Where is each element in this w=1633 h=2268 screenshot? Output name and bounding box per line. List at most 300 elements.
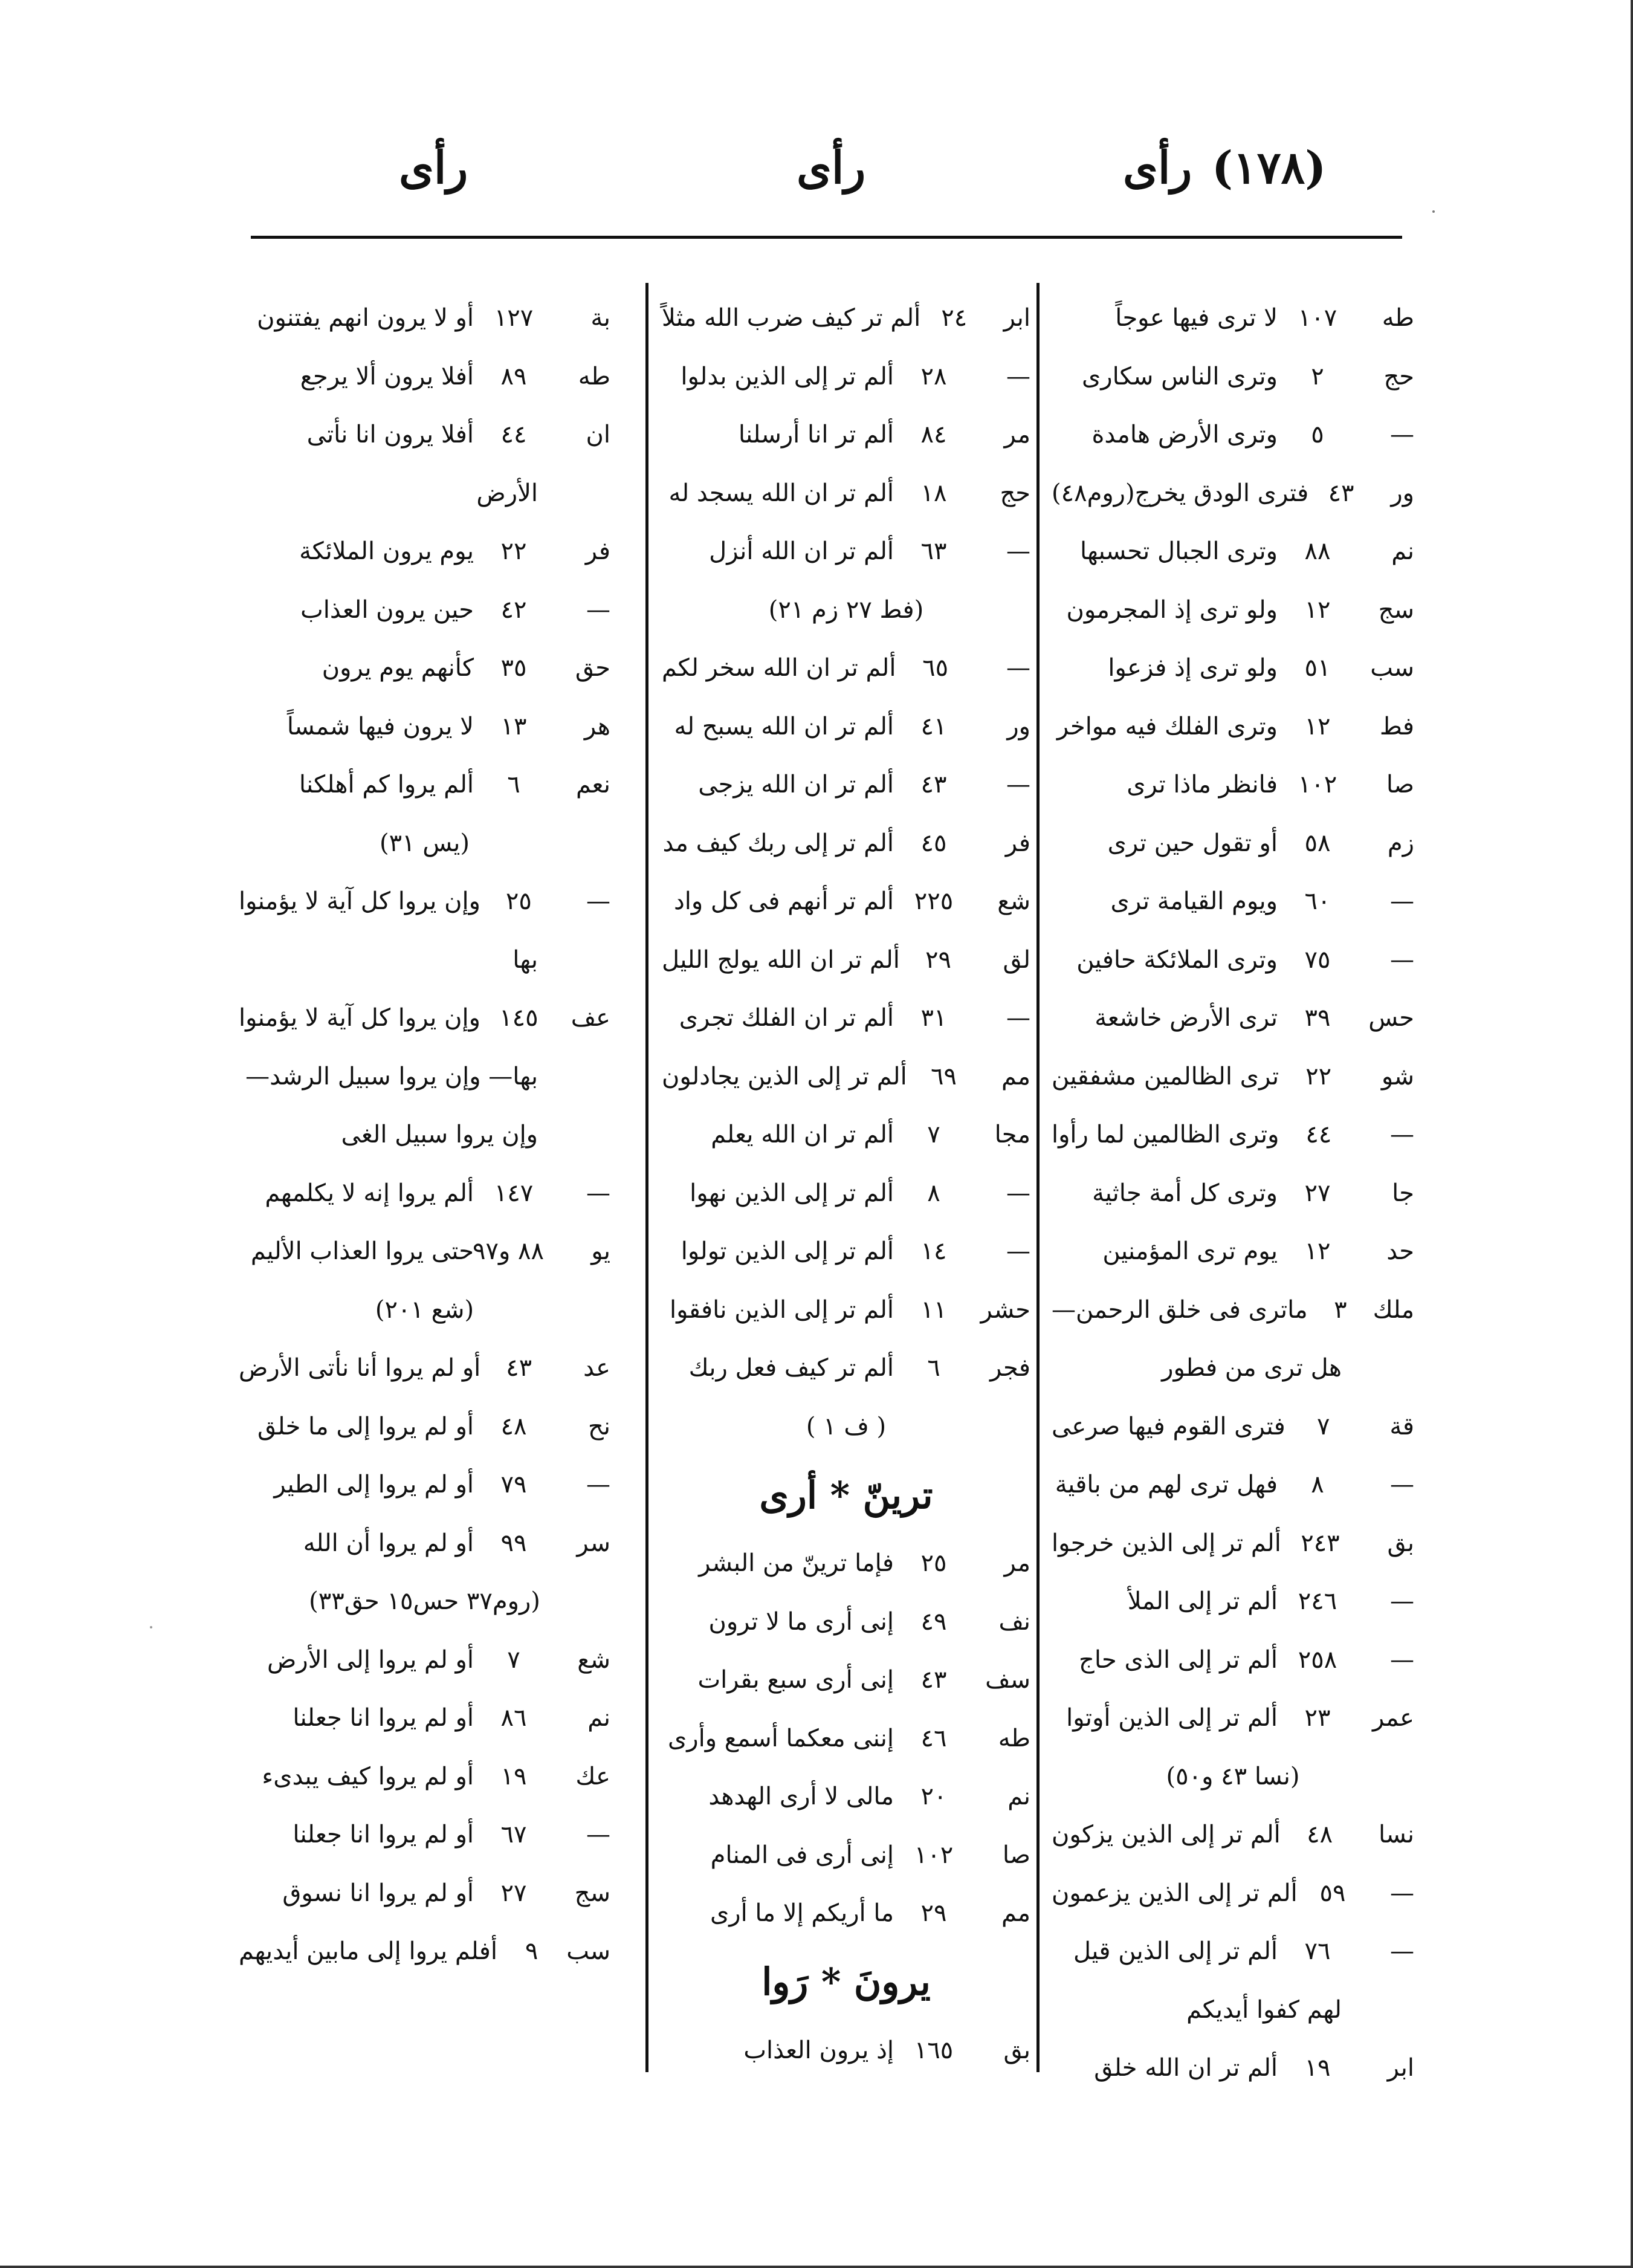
verse-excerpt: فترى الودق يخرج(روم٤٨) xyxy=(1052,479,1309,507)
verse-excerpt: حتى يروا العذاب الأليم xyxy=(250,1237,474,1266)
surah-abbreviation: — xyxy=(1006,1004,1030,1032)
concordance-entry xyxy=(662,989,1030,1048)
concordance-entry xyxy=(239,1048,610,1106)
column-divider-left xyxy=(645,283,648,2072)
verse-number: ٤٦ xyxy=(920,1724,947,1752)
verse-excerpt: أو لم يروا كيف يبدىء xyxy=(262,1762,474,1790)
surah-abbreviation: عمر xyxy=(1372,1704,1414,1732)
verse-number: ١٢ xyxy=(1304,595,1331,624)
concordance-entry xyxy=(662,406,1030,464)
concordance-entry xyxy=(662,872,1030,931)
verse-excerpt: وترى كل أمة جاثية xyxy=(1092,1179,1278,1207)
verse-excerpt: ألم تر ان الفلك تجرى xyxy=(679,1004,894,1032)
verse-number: ٨٨ و٩٧ xyxy=(473,1237,544,1266)
verse-number: ٢٤٣ xyxy=(1301,1529,1340,1557)
verse-number: ٥١ xyxy=(1304,654,1331,682)
verse-excerpt: إذ يرون العذاب xyxy=(743,2036,894,2064)
surah-abbreviation: سب xyxy=(566,1937,610,1966)
verse-number: ٣٥ xyxy=(500,654,527,682)
surah-abbreviation: نح xyxy=(588,1412,610,1440)
concordance-entry xyxy=(239,639,610,698)
verse-number: ٥٩ xyxy=(1319,1879,1346,1907)
verse-number: ١٤ xyxy=(920,1237,947,1266)
cross-reference: (شع ٢٠١) xyxy=(375,1295,474,1324)
verse-number: ٢٣ xyxy=(1304,1704,1331,1732)
surah-abbreviation: طه xyxy=(578,362,610,390)
verse-number: ٤٢ xyxy=(500,595,527,624)
concordance-entry xyxy=(239,406,610,464)
concordance-entry xyxy=(239,1398,610,1456)
concordance-entry xyxy=(1052,1398,1414,1456)
verse-excerpt: ألم تر إلى الذين نافقوا xyxy=(670,1295,894,1324)
concordance-entry xyxy=(239,1164,610,1223)
verse-number: ٢٥ xyxy=(505,887,532,916)
verse-excerpt: ألم تر ان الله خلق xyxy=(1094,2054,1278,2082)
verse-number: ٣ xyxy=(1334,1295,1347,1324)
surah-abbreviation: نسا xyxy=(1378,1821,1414,1849)
verse-number: ٦٩ xyxy=(931,1062,957,1090)
concordance-entry xyxy=(1052,2039,1414,2098)
concordance-entry xyxy=(662,348,1030,406)
verse-number: ٨٩ xyxy=(500,362,527,390)
verse-number: ٨ xyxy=(1311,1471,1324,1499)
concordance-entry xyxy=(1052,1106,1414,1164)
cross-reference: (فط ٢٧ زم ٢١) xyxy=(768,595,924,624)
verse-excerpt: أو لم يروا انا جعلنا xyxy=(293,1704,474,1732)
verse-excerpt: وإن يروا سبيل الغى xyxy=(341,1121,538,1149)
cross-reference: (يس ٣١) xyxy=(379,829,470,857)
surah-abbreviation: عك xyxy=(575,1762,610,1790)
concordance-entry xyxy=(662,1709,1030,1768)
surah-abbreviation: هر xyxy=(584,712,610,740)
verse-number: ٩٩ xyxy=(500,1529,527,1557)
concordance-entry xyxy=(1052,289,1414,348)
surah-abbreviation: حج xyxy=(1000,479,1030,507)
surah-abbreviation: — xyxy=(1006,537,1030,566)
verse-excerpt: أو لم يروا أن الله xyxy=(303,1529,474,1557)
verse-excerpt: إنى أرى ما لا ترون xyxy=(708,1607,894,1636)
verse-number: ٩ xyxy=(525,1937,538,1966)
concordance-entry xyxy=(662,1222,1030,1281)
surah-abbreviation: — xyxy=(1390,945,1414,974)
surah-abbreviation: بة xyxy=(590,304,610,332)
verse-number: ١٣ xyxy=(500,712,527,740)
verse-number: ٨٦ xyxy=(500,1704,527,1732)
concordance-entry xyxy=(239,698,610,756)
verse-excerpt: إننى معكما أسمع وأرى xyxy=(667,1724,894,1752)
verse-number: ٦٧ xyxy=(500,1821,527,1849)
verse-excerpt: ويوم القيامة ترى xyxy=(1110,887,1278,916)
verse-number: ١٢ xyxy=(1304,712,1331,740)
verse-excerpt: ألم تر ان الله يولج الليل xyxy=(662,945,900,974)
concordance-entry xyxy=(662,1767,1030,1826)
concordance-entry xyxy=(239,1222,610,1281)
verse-excerpt: ألم تر إلى الذين يزعمون xyxy=(1052,1879,1298,1907)
verse-number: ٥ xyxy=(1311,421,1324,449)
concordance-entry xyxy=(239,1689,610,1748)
surah-abbreviation: ور xyxy=(1007,712,1030,740)
concordance-entry xyxy=(239,1106,610,1164)
surah-abbreviation: — xyxy=(1006,362,1030,390)
surah-abbreviation: حس xyxy=(1368,1004,1414,1032)
verse-number: ١٢٧ xyxy=(494,304,534,332)
surah-abbreviation: شع xyxy=(997,887,1030,916)
surah-abbreviation: ور xyxy=(1391,479,1414,507)
surah-abbreviation: سب xyxy=(1370,654,1414,682)
concordance-entry xyxy=(1052,581,1414,640)
verse-excerpt: لا ترى فيها عوجاً xyxy=(1115,304,1278,332)
scan-speck xyxy=(1432,210,1435,213)
concordance-entry xyxy=(662,1048,1030,1106)
concordance-entry xyxy=(1052,1456,1414,1514)
concordance-entry xyxy=(1052,639,1414,698)
surah-abbreviation: نم xyxy=(1391,537,1414,566)
verse-number: ٢٧ xyxy=(1304,1179,1331,1207)
concordance-entry xyxy=(1052,1631,1414,1690)
verse-excerpt: ألم تر أنهم فى كل واد xyxy=(673,887,894,916)
concordance-entry xyxy=(1052,464,1414,523)
verse-number: ٢٢ xyxy=(1305,1062,1332,1090)
surah-abbreviation: نم xyxy=(587,1704,610,1732)
concordance-entry xyxy=(239,464,610,523)
concordance-entry xyxy=(662,1593,1030,1651)
cross-reference: ( ف ١ ) xyxy=(806,1412,887,1440)
verse-number: ١٨ xyxy=(920,479,947,507)
surah-abbreviation: — xyxy=(1006,1237,1030,1266)
verse-excerpt: وترى الفلك فيه مواخر xyxy=(1056,712,1278,740)
verse-number: ٦٣ xyxy=(920,537,947,566)
surah-abbreviation: ملك xyxy=(1373,1295,1414,1324)
verse-excerpt: بها xyxy=(513,945,538,974)
verse-number: ٤٤ xyxy=(1305,1121,1332,1149)
verse-number: ٣٩ xyxy=(1304,1004,1331,1032)
surah-abbreviation: شع xyxy=(577,1645,610,1674)
verse-number: ١٢ xyxy=(1304,1237,1331,1266)
verse-excerpt: ترى الظالمين مشفقين xyxy=(1052,1062,1279,1090)
surah-abbreviation: — xyxy=(1390,1121,1414,1149)
verse-excerpt: أو تقول حين ترى xyxy=(1107,829,1278,857)
verse-number: ٤٨ xyxy=(1307,1821,1333,1849)
concordance-entry xyxy=(239,348,610,406)
verse-number: ٧٥ xyxy=(1304,945,1331,974)
verse-number: ٢٥٨ xyxy=(1298,1645,1337,1674)
concordance-entry xyxy=(662,1651,1030,1709)
verse-excerpt: ألم تر إلى الذين قيل xyxy=(1073,1937,1278,1966)
concordance-entry xyxy=(1052,1222,1414,1281)
verse-excerpt: ألم تر ان الله أنزل xyxy=(709,537,894,566)
concordance-entry xyxy=(239,1864,610,1923)
concordance-entry xyxy=(1052,1339,1414,1398)
cross-reference: (روم٣٧ حس١٥ حق٣٣) xyxy=(309,1587,540,1616)
concordance-entry xyxy=(239,989,610,1048)
verse-excerpt: ألم تر كيف فعل ربك xyxy=(688,1354,894,1382)
concordance-entry xyxy=(239,289,610,348)
concordance-entry xyxy=(662,639,1030,698)
surah-abbreviation: مجا xyxy=(994,1121,1030,1149)
verse-excerpt: ألم تر إلى الذين بدلوا xyxy=(681,362,894,390)
verse-excerpt: كأنهم يوم يرون xyxy=(322,654,474,682)
verse-excerpt: وترى الظالمين لما رأوا xyxy=(1052,1121,1279,1149)
surah-abbreviation: بق xyxy=(1003,2036,1030,2064)
concordance-entry xyxy=(239,1748,610,1806)
concordance-entry xyxy=(662,1884,1030,1943)
concordance-entry xyxy=(1052,1572,1414,1631)
concordance-entry xyxy=(662,931,1030,990)
concordance-entry xyxy=(662,522,1030,581)
verse-excerpt: أو لم يروا إلى الطير xyxy=(274,1471,474,1499)
verse-excerpt: ألم تر إلى الذين نهوا xyxy=(690,1179,894,1207)
header-word-left: رأى xyxy=(399,142,468,194)
concordance-entry xyxy=(1052,522,1414,581)
header-word-center: رأى xyxy=(797,142,866,194)
concordance-entry xyxy=(1052,1281,1414,1340)
verse-number: ٨٤ xyxy=(920,421,947,449)
verse-number: ٢٩ xyxy=(920,1899,947,1928)
verse-excerpt: ألم تر كيف ضرب الله مثلاً xyxy=(662,304,921,332)
surah-abbreviation: فر xyxy=(585,537,610,566)
verse-number: ٢٨ xyxy=(920,362,947,390)
verse-number: ١٠٢ xyxy=(1298,771,1337,799)
verse-excerpt: ألم تر إلى الملأ xyxy=(1127,1587,1278,1616)
surah-abbreviation: — xyxy=(1006,654,1030,682)
scan-border xyxy=(1631,0,1633,2268)
verse-excerpt: ألم تر ان الله يزجى xyxy=(698,771,894,799)
concordance-entry xyxy=(662,1281,1030,1340)
concordance-entry xyxy=(662,289,1030,348)
verse-number: ١٦٥ xyxy=(914,2036,954,2064)
verse-number: ٨٨ xyxy=(1304,537,1331,566)
verse-excerpt: أو لا يرون انهم يفتنون xyxy=(257,304,474,332)
surah-abbreviation: — xyxy=(1390,421,1414,449)
verse-number: ١٤٧ xyxy=(494,1179,534,1207)
verse-excerpt: يوم يرون الملائكة xyxy=(299,537,474,566)
verse-excerpt: فانظر ماذا ترى xyxy=(1127,771,1278,799)
verse-excerpt: مالى لا أرى الهدهد xyxy=(708,1783,894,1811)
surah-abbreviation: — xyxy=(1390,1645,1414,1674)
verse-excerpt: ألم تر إلى الذين خرجوا xyxy=(1052,1529,1281,1557)
surah-abbreviation: ان xyxy=(586,421,610,449)
verse-excerpt: ألم تر ان الله يسجد له xyxy=(668,479,894,507)
verse-excerpt: لا يرون فيها شمساً xyxy=(286,712,474,740)
verse-excerpt: ألم تر إلى الذين يجادلون xyxy=(662,1062,907,1090)
surah-abbreviation: سر xyxy=(577,1529,610,1557)
verse-excerpt: وترى الأرض هامدة xyxy=(1091,421,1278,449)
surah-abbreviation: — xyxy=(1390,887,1414,916)
surah-abbreviation: سف xyxy=(985,1666,1030,1694)
concordance-entry xyxy=(1052,1806,1414,1864)
verse-excerpt: ألم تر انا أرسلنا xyxy=(738,421,894,449)
surah-abbreviation: — xyxy=(586,1179,610,1207)
verse-excerpt: أو لم يروا إلى الأرض xyxy=(267,1645,474,1674)
verse-excerpt: الأرض xyxy=(476,479,538,507)
surah-abbreviation: — xyxy=(1390,1471,1414,1499)
concordance-entry xyxy=(662,1106,1030,1164)
concordance-entry xyxy=(1052,1864,1414,1923)
verse-excerpt: أفلا يرون انا نأتى xyxy=(306,421,474,449)
surah-abbreviation: نم xyxy=(1007,1783,1030,1811)
concordance-entry xyxy=(239,1456,610,1514)
verse-excerpt: ألم يروا إنه لا يكلمهم xyxy=(265,1179,474,1207)
surah-abbreviation: حق xyxy=(575,654,610,682)
concordance-entry xyxy=(239,1806,610,1864)
verse-excerpt: ألم تر ان الله يعلم xyxy=(711,1121,894,1149)
verse-excerpt: فإما ترينّ من البشر xyxy=(699,1549,894,1578)
verse-excerpt: ألم تر إلى الذين تولوا xyxy=(681,1237,894,1266)
concordance-entry xyxy=(239,756,610,814)
verse-excerpt: إنى أرى سبع بقرات xyxy=(697,1666,894,1694)
verse-excerpt: أفلم يروا إلى مابين أيديهم xyxy=(239,1937,497,1966)
verse-excerpt: ماترى فى خلق الرحمن— xyxy=(1052,1295,1308,1324)
page-number: (١٧٨) xyxy=(1212,142,1327,194)
surah-abbreviation: — xyxy=(586,887,610,916)
verse-number: ٢٤٦ xyxy=(1298,1587,1337,1616)
verse-number: ٣١ xyxy=(920,1004,947,1032)
verse-number: ١٩ xyxy=(500,1762,527,1790)
verse-excerpt: ألم تر إلى الذين أوتوا xyxy=(1066,1704,1278,1732)
surah-abbreviation: عد xyxy=(583,1354,610,1382)
verse-excerpt: ألم يروا كم أهلكنا xyxy=(299,771,474,799)
surah-abbreviation: سج xyxy=(574,1879,610,1907)
surah-abbreviation: نعم xyxy=(575,771,610,799)
verse-number: ٢ xyxy=(1311,362,1324,390)
verse-number: ٢٤ xyxy=(941,304,968,332)
concordance-entry xyxy=(239,1631,610,1690)
verse-number: ٤١ xyxy=(920,712,947,740)
verse-number: ١٠٢ xyxy=(914,1841,954,1869)
surah-abbreviation: مم xyxy=(1001,1899,1030,1928)
verse-number: ٢٧ xyxy=(500,1879,527,1907)
verse-excerpt: وترى الجبال تحسبها xyxy=(1079,537,1278,566)
surah-abbreviation: حد xyxy=(1386,1237,1414,1266)
verse-number: ٢٢ xyxy=(500,537,527,566)
verse-number: ٢٢٥ xyxy=(914,887,954,916)
surah-abbreviation: فط xyxy=(1379,712,1414,740)
surah-abbreviation: طه xyxy=(1382,304,1414,332)
concordance-entry xyxy=(662,1534,1030,1593)
concordance-entry xyxy=(1052,1981,1414,2040)
verse-excerpt: أو لم يروا انا نسوق xyxy=(282,1879,474,1907)
verse-excerpt: ألم تر ان الله يسبح له xyxy=(674,712,894,740)
verse-number: ٢٠ xyxy=(920,1783,947,1811)
scan-speck xyxy=(150,1626,152,1628)
concordance-entry xyxy=(239,581,610,640)
verse-number: ٧٦ xyxy=(1304,1937,1331,1966)
verse-excerpt: ألم تر إلى الذين يزكون xyxy=(1052,1821,1281,1849)
concordance-entry xyxy=(662,814,1030,873)
concordance-entry xyxy=(662,756,1030,814)
verse-excerpt: أو لم يروا إلى ما خلق xyxy=(257,1412,474,1440)
concordance-entry xyxy=(1052,756,1414,814)
verse-number: ٧ xyxy=(1316,1412,1330,1440)
verse-excerpt: ألم تر ان الله سخر لكم xyxy=(662,654,896,682)
verse-number: ٤٣ xyxy=(506,1354,532,1382)
surah-abbreviation: صا xyxy=(1002,1841,1030,1869)
verse-excerpt: ولو ترى إذ فزعوا xyxy=(1108,654,1278,682)
verse-number: ٤٣ xyxy=(1328,479,1354,507)
verse-number: ١١ xyxy=(920,1295,947,1324)
header-rule xyxy=(251,236,1402,239)
verse-number: ١٠٧ xyxy=(1298,304,1337,332)
surah-abbreviation: جا xyxy=(1392,1179,1414,1207)
verse-number: ٦ xyxy=(507,771,520,799)
surah-abbreviation: — xyxy=(586,1821,610,1849)
concordance-entry xyxy=(239,872,610,931)
verse-number: ٦٠ xyxy=(1304,887,1331,916)
column-divider-right xyxy=(1036,283,1040,2072)
surah-abbreviation: طه xyxy=(998,1724,1030,1752)
surah-abbreviation: — xyxy=(1006,1179,1030,1207)
surah-abbreviation: شو xyxy=(1381,1062,1414,1090)
verse-number: ٤٣ xyxy=(920,771,947,799)
verse-number: ٧ xyxy=(507,1645,520,1674)
verse-number: ٦ xyxy=(927,1354,940,1382)
concordance-entry xyxy=(239,1922,610,1981)
surah-abbreviation: قة xyxy=(1389,1412,1414,1440)
column-left xyxy=(239,289,610,1981)
concordance-entry xyxy=(1052,814,1414,873)
verse-excerpt: بها— وإن يروا سبيل الرشد— xyxy=(245,1062,538,1090)
verse-excerpt: وإن يروا كل آية لا يؤمنوا xyxy=(239,887,480,916)
verse-excerpt: ما أريكم إلا ما أرى xyxy=(710,1899,894,1928)
surah-abbreviation: — xyxy=(586,595,610,624)
surah-abbreviation: حشر xyxy=(980,1295,1030,1324)
verse-excerpt: يوم ترى المؤمنين xyxy=(1102,1237,1278,1266)
concordance-entry xyxy=(239,522,610,581)
surah-abbreviation: نف xyxy=(998,1607,1030,1636)
surah-abbreviation: لق xyxy=(1003,945,1030,974)
verse-number: ٨ xyxy=(927,1179,940,1207)
verse-excerpt: لهم كفوا أيديكم xyxy=(1186,1995,1342,2024)
verse-excerpt: هل ترى من فطور xyxy=(1162,1354,1342,1382)
verse-excerpt: ترى الأرض خاشعة xyxy=(1095,1004,1278,1032)
concordance-entry xyxy=(1052,931,1414,990)
verse-excerpt: فهل ترى لهم من باقية xyxy=(1055,1471,1278,1499)
verse-number: ٤٩ xyxy=(920,1607,947,1636)
concordance-entry xyxy=(1052,989,1414,1048)
concordance-entry xyxy=(1052,872,1414,931)
scan-border xyxy=(0,2266,1633,2268)
verse-excerpt: وإن يروا كل آية لا يؤمنوا xyxy=(239,1004,480,1032)
concordance-entry xyxy=(239,1514,610,1573)
section-heading: ترينّ * أرى xyxy=(759,1473,933,1517)
surah-abbreviation: — xyxy=(1390,1879,1414,1907)
concordance-entry xyxy=(239,931,610,990)
cross-reference: (نسا ٤٣ و٥٠) xyxy=(1166,1762,1300,1790)
surah-abbreviation: فر xyxy=(1005,829,1030,857)
verse-excerpt: حين يرون العذاب xyxy=(300,595,474,624)
verse-number: ٤٤ xyxy=(500,421,527,449)
verse-number: ١٤٥ xyxy=(499,1004,538,1032)
section-heading: يرونَ * رَوا xyxy=(762,1960,931,2004)
surah-abbreviation: عف xyxy=(571,1004,610,1032)
surah-abbreviation: زم xyxy=(1387,829,1414,857)
concordance-entry xyxy=(1052,348,1414,406)
verse-excerpt: أفلا يرون ألا يرجع xyxy=(300,362,474,390)
concordance-entry xyxy=(662,1826,1030,1885)
concordance-entry xyxy=(1052,1689,1414,1748)
verse-number: ٢٩ xyxy=(925,945,952,974)
verse-number: ٤٣ xyxy=(920,1666,947,1694)
column-right xyxy=(1052,289,1414,2098)
surah-abbreviation: بق xyxy=(1387,1529,1414,1557)
concordance-entry xyxy=(1052,1048,1414,1106)
concordance-entry xyxy=(1052,1922,1414,1981)
column-center xyxy=(662,289,1030,2079)
surah-abbreviation: يو xyxy=(591,1237,610,1266)
verse-number: ٢٥ xyxy=(920,1549,947,1578)
surah-abbreviation: — xyxy=(1390,1587,1414,1616)
verse-excerpt: ألم تر إلى الذى حاج xyxy=(1079,1645,1278,1674)
